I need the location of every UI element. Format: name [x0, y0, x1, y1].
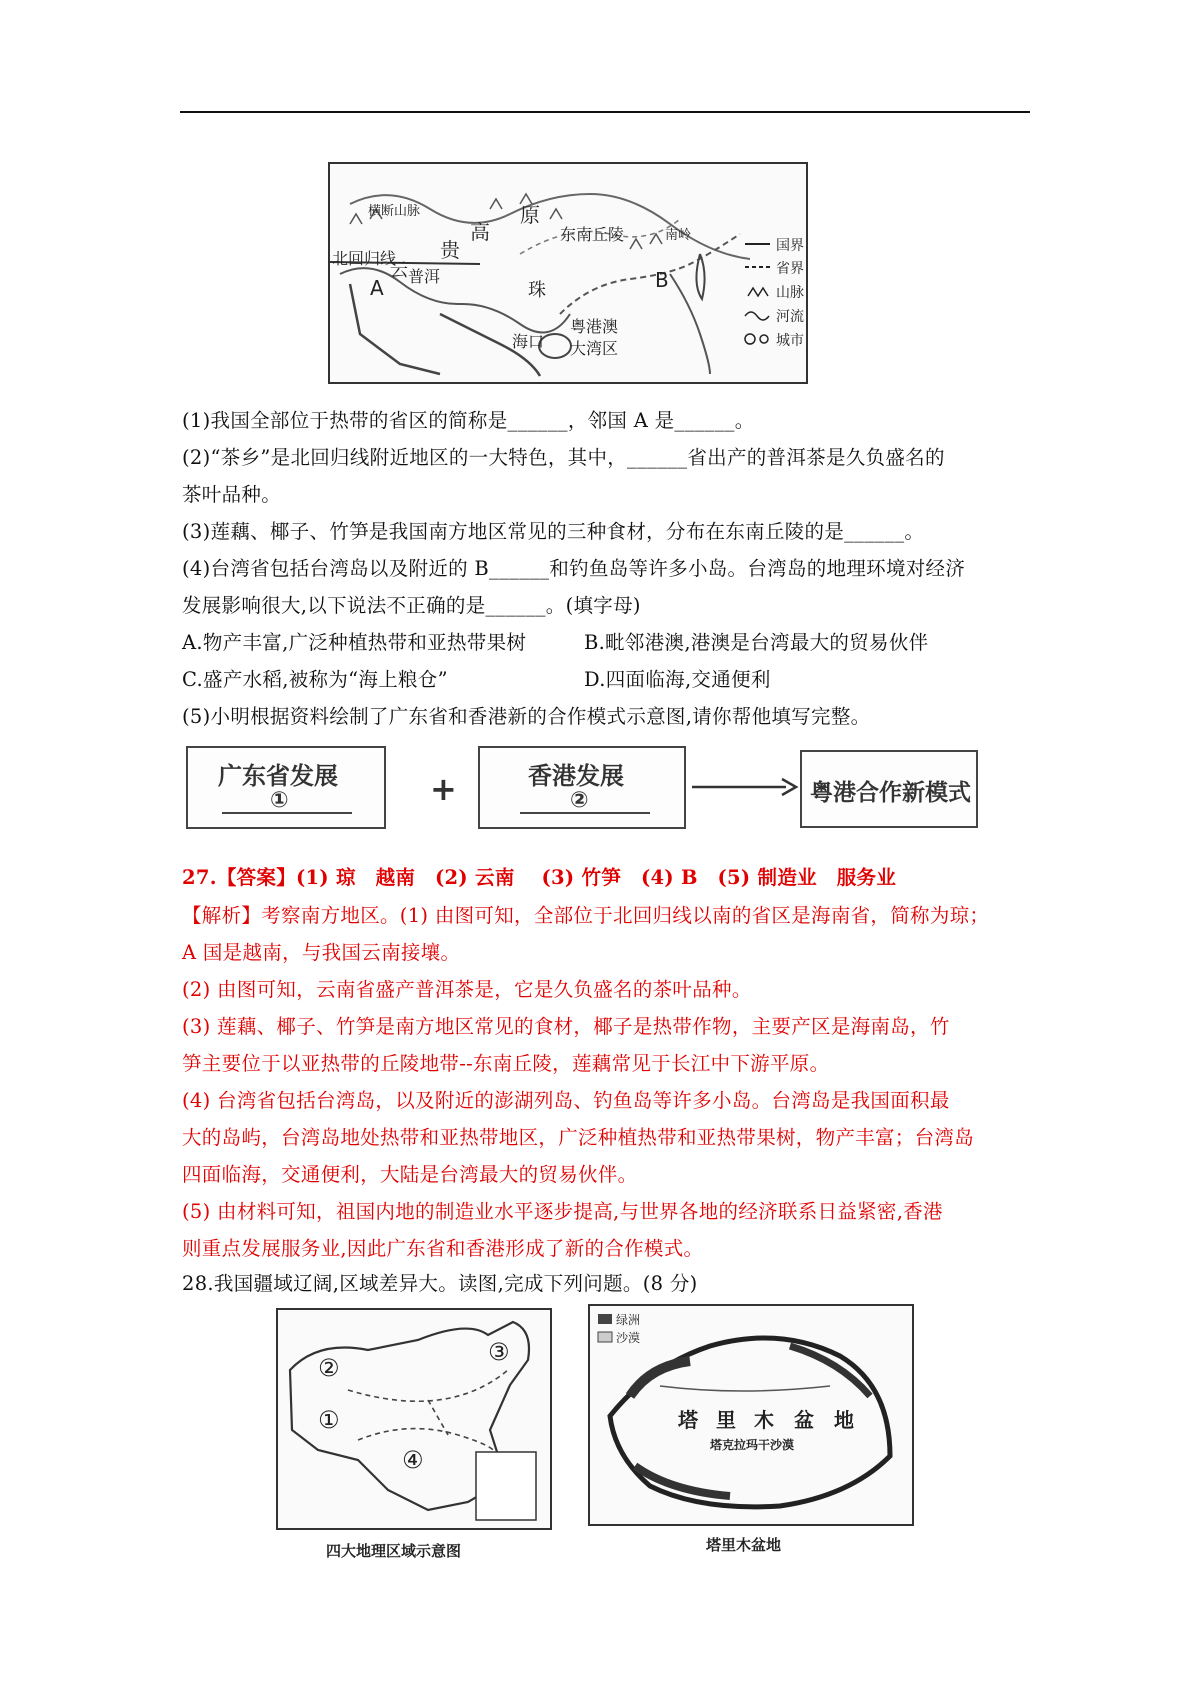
q26-line-2: (2)“茶乡”是北回归线附近地区的一大特色，其中，______省出产的普洱茶是久负盛名的 [182, 446, 945, 469]
desert-label: 塔克拉玛干沙漠 [710, 1438, 795, 1452]
q26-option-b: B.毗邻港澳,港澳是台湾最大的贸易伙伴 [584, 631, 929, 654]
q26-line-5: (4)台湾省包括台湾岛以及附近的 B______和钓鱼岛等许多小岛。台湾岛的地理环境对经济 [182, 557, 966, 580]
answer27-analysis-2: A 国是越南，与我国云南接壤。 [182, 941, 461, 964]
map-label-gui: 贵 [440, 238, 460, 262]
four-regions-caption: 四大地理区域示意图 [326, 1542, 462, 1560]
answer27-analysis-7: 大的岛屿，台湾岛地处热带和亚热带地区，广泛种植热带和亚热带果树，物产丰富；台湾岛 [182, 1126, 975, 1149]
flow-plus: + [430, 770, 457, 808]
flow-box-hongkong-num: ② [570, 788, 589, 813]
q26-line-7: (5)小明根据资料绘制了广东省和香港新的合作模式示意图,请你帮他填写完整。 [182, 705, 871, 728]
flow-box-hongkong-title: 香港发展 [528, 762, 624, 790]
map-label-bay-area-1: 粤港澳 [570, 317, 619, 336]
legend-river: 河流 [776, 309, 804, 325]
map-label-nanling: 南岭 [665, 228, 692, 243]
region-4-label: ④ [402, 1446, 424, 1474]
legend-desert: 沙漠 [616, 1331, 641, 1345]
flow-box-new-model-label: 粤港合作新模式 [810, 780, 971, 806]
basin-label-3: 木 [754, 1408, 774, 1432]
map-label-hills: 东南丘陵 [560, 225, 625, 244]
answer27-analysis-10: 则重点发展服务业,因此广东省和香港形成了新的合作模式。 [182, 1237, 704, 1260]
answer27-analysis-4: (3) 莲藕、椰子、竹笋是南方地区常见的食材，椰子是热带作物，主要产区是海南岛，竹 [182, 1015, 950, 1038]
south-china-map [328, 162, 808, 384]
map-label-plateau-2: 原 [520, 203, 540, 227]
q28-line-1: 28.我国疆域辽阔,区域差异大。读图,完成下列问题。(8 分) [182, 1272, 698, 1295]
answer27-analysis-1: 【解析】考察南方地区。(1) 由图可知，全部位于北回归线以南的省区是海南省，简称为琼； [182, 904, 990, 927]
header-rule [180, 111, 1030, 113]
four-regions-map [276, 1308, 552, 1530]
answer27-analysis-8: 四面临海，交通便利，大陆是台湾最大的贸易伙伴。 [182, 1163, 638, 1186]
tarim-caption: 塔里木盆地 [706, 1536, 782, 1554]
q26-line-4: (3)莲藕、椰子、竹笋是我国南方地区常见的三种食材，分布在东南丘陵的是______。 [182, 520, 925, 543]
map-label-a: A [370, 276, 384, 300]
legend-city: 城市 [776, 333, 804, 349]
map-label-yun: 云 [390, 260, 408, 281]
flow-box-guangdong-num: ① [270, 788, 289, 813]
answer27-analysis-6: (4) 台湾省包括台湾岛，以及附近的澎湖列岛、钓鱼岛等许多小岛。台湾岛是我国面积最 [182, 1089, 950, 1112]
map-label-b: B [655, 268, 669, 292]
q26-line-6: 发展影响很大,以下说法不正确的是______。(填字母) [182, 594, 641, 617]
legend-provincial-border: 省界 [776, 261, 804, 277]
legend-oasis: 绿洲 [616, 1313, 641, 1327]
region-2-label: ② [318, 1354, 340, 1382]
q26-line-3: 茶叶品种。 [182, 483, 282, 506]
answer27-analysis-5: 笋主要位于以亚热带的丘陵地带--东南丘陵，莲藕常见于长江中下游平原。 [182, 1052, 830, 1075]
map-label-plateau-1: 高 [470, 220, 490, 244]
q26-option-d: D.四面临海,交通便利 [584, 668, 771, 691]
legend-national-border: 国界 [776, 238, 804, 254]
flow-box-guangdong-title: 广东省发展 [218, 762, 338, 790]
tarim-basin-map [588, 1304, 914, 1526]
basin-label-2: 里 [716, 1408, 736, 1432]
map-label-zhu: 珠 [528, 280, 546, 301]
basin-label-5: 地 [834, 1408, 854, 1432]
region-1-label: ① [318, 1406, 340, 1434]
basin-label-4: 盆 [794, 1408, 814, 1432]
map-label-puer: 普洱 [408, 267, 441, 286]
map-label-bay-area-2: 大湾区 [570, 339, 619, 358]
region-3-label: ③ [488, 1338, 510, 1366]
answer27-analysis-3: (2) 由图可知，云南省盛产普洱茶是，它是久负盛名的茶叶品种。 [182, 978, 752, 1001]
q26-line-1: (1)我国全部位于热带的省区的简称是______，邻国 A 是______。 [182, 409, 755, 432]
q26-option-a: A.物产丰富,广泛种植热带和亚热带果树 [182, 631, 527, 654]
map-label-mountains: 横断山脉 [368, 204, 421, 219]
flow-arrow [690, 775, 800, 799]
basin-label-1: 塔 [678, 1408, 698, 1432]
map-label-tropic: 北回归线 [332, 249, 397, 268]
answer27-analysis-9: (5) 由材料可知，祖国内地的制造业水平逐步提高,与世界各地的经济联系日益紧密,香港 [182, 1200, 943, 1223]
legend-mountain: 山脉 [776, 285, 804, 301]
answer27-heading: 27.【答案】(1) 琼 越南 (2) 云南 (3) 竹笋 (4) B (5) 制造业 服务业 [182, 866, 897, 889]
map-label-haikou: 海口 [512, 332, 545, 351]
q26-option-c: C.盛产水稻,被称为“海上粮仓” [182, 668, 448, 691]
